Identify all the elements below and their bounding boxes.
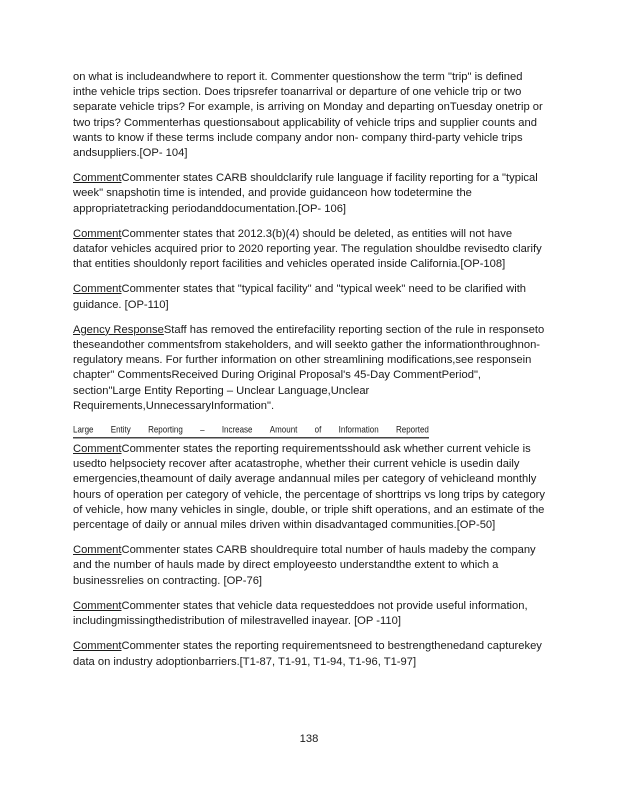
comment-op-110	[73, 282, 549, 312]
heading-word: Entity	[110, 424, 131, 435]
comment-text: Commenter states that "typical facility" and "typical week" need to be clarified with guidance. [OP-110]	[73, 283, 527, 311]
comment-label: Comment	[73, 443, 122, 456]
heading-word: –	[200, 424, 205, 435]
section-heading	[73, 424, 429, 438]
comment-t1	[73, 639, 549, 669]
comment-text: Commenter states that 2012.3(b)(4) should be deleted, as entities will not have datafor vehicles acquired prior to 2020 reporting year. The regulation shouldbe revisedto clarify that entities shouldonly report facilities and vehicles operated inside California.[OP-108]	[73, 227, 542, 271]
heading-word: of	[314, 424, 322, 435]
heading-word: Reported	[395, 424, 429, 435]
comment-text: Commenter states CARB shouldrequire total number of hauls madeby the company and the number of hauls made by direct employeesto understandthe extent to which a businessrelies on contracting. [OP-76]	[73, 544, 536, 587]
comment-op-108	[73, 227, 549, 273]
agency-response	[73, 323, 549, 414]
comment-label: Comment	[73, 640, 122, 653]
comment-label: Comment	[73, 599, 122, 612]
comment-op-110-data	[73, 599, 549, 629]
comment-op-76	[73, 543, 549, 589]
comment-label: Comment	[73, 227, 122, 240]
agency-response-text: Staff has removed the entirefacility reporting section of the rule in responseto theseandother commentsfrom stakeholders, and will seekto gather the informationthroughnon-regulatory means. For further information on other streamlining modifications,see responsein chapter" CommentsReceived During Original Proposal's 45-Day CommentPeriod", section"Large Entity Reporting – Unclear Language,Unclear Requirements,UnnecessaryInformation".	[73, 323, 545, 412]
comment-op-106	[73, 171, 549, 217]
comment-label: Comment	[73, 544, 122, 557]
comment-text: Commenter states that vehicle data requesteddoes not provide useful information, includingmissingthedistribution of milestravelled inayear. [OP -110]	[73, 599, 528, 628]
intro-paragraph: on what is includeandwhere to report it. Commenter questionshow the term "trip" is defined inthe vehicle trips section. Does tripsrefer toanarrival or departure of one vehicle trip or two separate vehicle trips? For example, is arriving on Monday and departing onTuesday onetrip or two trips? Commenterhas questionsabout applicability of vehicle trips and supplier counts and wants to know if these terms include company andor non- company third-party vehicle trips andsuppliers.[OP- 104]	[73, 71, 543, 160]
heading-word: Increase	[221, 424, 253, 435]
heading-word: Large	[73, 424, 94, 435]
comment-label: Comment	[73, 172, 122, 185]
comment-op-50	[73, 442, 549, 533]
heading-word: Information	[338, 424, 379, 435]
document-body	[73, 70, 549, 680]
agency-response-label: Agency Response	[73, 323, 164, 336]
page-number: 138	[299, 733, 319, 745]
heading-word: Reporting	[148, 424, 183, 435]
comment-text: Commenter states the reporting requirementsneed to bestrengthenedand capturekey data on industry adoptionbarriers.[T1-87, T1-91, T1-94, T1-96, T1-97]	[73, 640, 542, 668]
comment-text: Commenter states the reporting requirementsshould ask whether current vehicle is usedto helpsociety recover after acatastrophe, whether their current vehicle is usedin daily emergencies,theamount of daily average andannual miles per category of vehicleand monthly hours of operation per category of vehicle, the percentage of shorttrips vs long trips by category of vehicle, how many vehicles in single, double, or triple shift operations, and an estimate of the percentage of daily or annual miles driven within disadvantaged communities.[OP-50]	[73, 443, 545, 532]
heading-word: Amount	[269, 424, 298, 435]
comment-text: Commenter states CARB shouldclarify rule language if facility reporting for a "typical week" snapshotin time is intended, and provide guidanceon how todetermine the appropriatetracking periodanddocumentation.[OP- 106]	[73, 172, 538, 215]
comment-label: Comment	[73, 283, 122, 296]
